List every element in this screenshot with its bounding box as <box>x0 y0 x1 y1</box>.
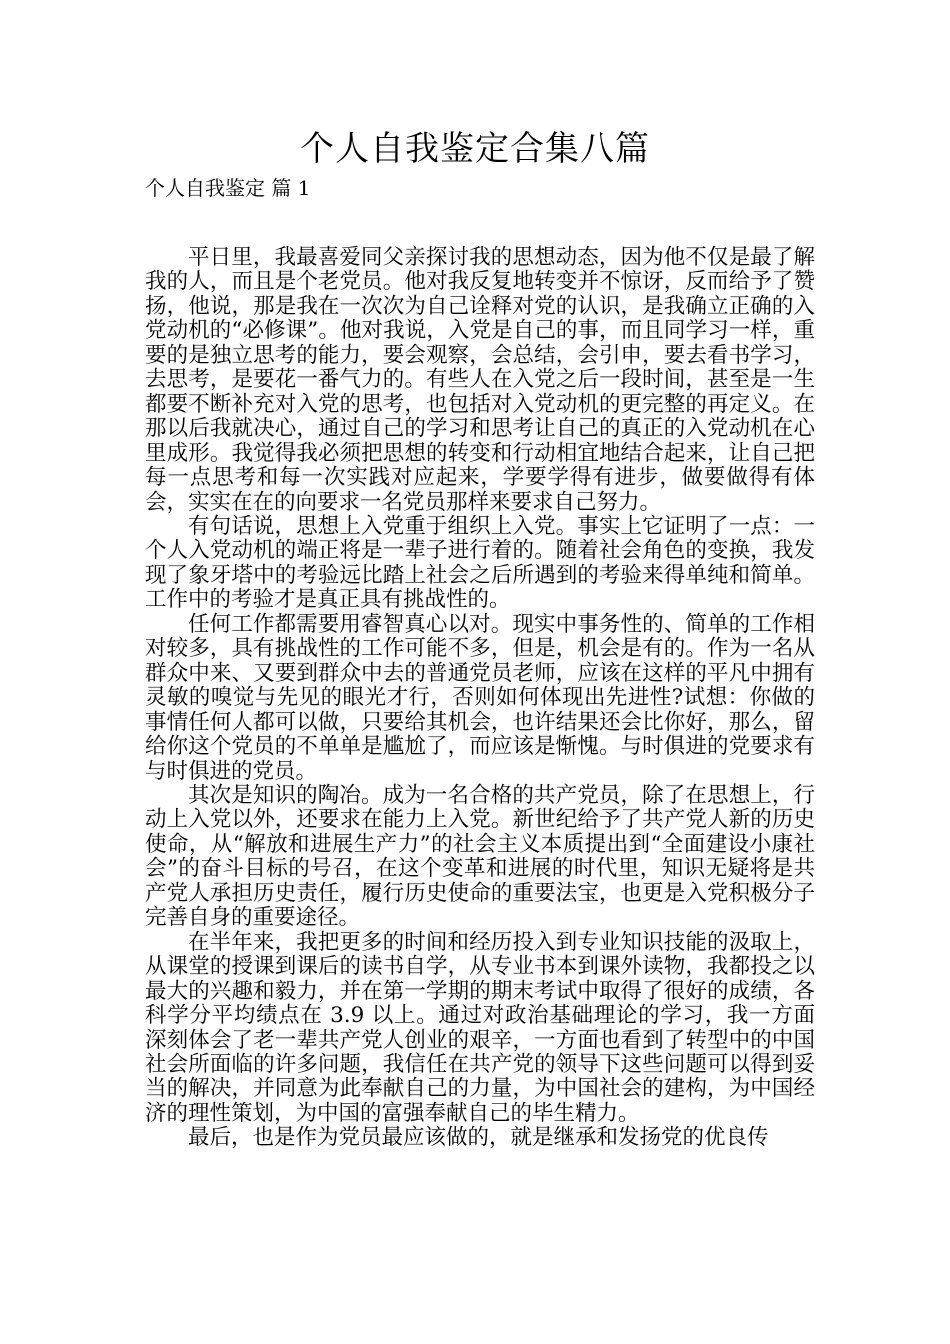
paragraph: 平日里，我最喜爱同父亲探讨我的思想动态，因为他不仅是最了解我的人，而且是个老党员。他对我反复地转变并不惊讶，反而给予了赞扬，他说，那是我在一次次为自己诠释对党的认识，是我确立正确的入党动机的“必修课”。他对我说，入党是自己的事，而且同学习一样，重要的是独立思考的能力，要会观察，会总结，会引申，要去看书学习，去思考，是要花一番气力的。有些人在入党之后一段时间，甚至是一生都要不断补充对入党的思考，也包括对入党动机的更完整的再定义。在那以后我就决心，通过自己的学习和思考让自己的真正的入党动机在心里成形。我觉得我必须把思想的转变和行动相宜地结合起来，让自己把每一点思考和每一次实践对应起来，学要学得有进步，做要做得有体会，实实在在的向要求一名党员那样来要求自己努力。 <box>145 245 815 515</box>
section-heading: 个人自我鉴定 篇 1 <box>145 176 311 200</box>
paragraph: 在半年来，我把更多的时间和经历投入到专业知识技能的汲取上，从课堂的授课到课后的读书自学，从专业书本到课外读物，我都投之以最大的兴趣和毅力，并在第一学期的期末考试中取得了很好的成绩，各科学分平均绩点在 3.9 以上。通过对政治基础理论的学习，我一方面深刻体会了老一辈共产党人创业的艰辛，一方面也看到了转型中的中国社会所面临的许多问题，我信任在共产党的领导下这些问题可以得到妥当的解决，并同意为此奉献自己的力量，为中国社会的建构，为中国经济的理性策划，为中国的富强奉献自己的毕生精力。 <box>145 929 815 1126</box>
paragraph: 任何工作都需要用睿智真心以对。现实中事务性的、简单的工作相对较多，具有挑战性的工作可能不多，但是，机会是有的。作为一名从群众中来、又要到群众中去的普通党员老师，应该在这样的平凡中拥有灵敏的嗅觉与先见的眼光才行，否则如何体现出先进性?试想：你做的事情任何人都可以做，只要给其机会，也许结果还会比你好，那么，留给你这个党员的不单单是尴尬了，而应该是惭愧。与时俱进的党要求有与时俱进的党员。 <box>145 611 815 784</box>
paragraph: 其次是知识的陶冶。成为一名合格的共产党员，除了在思想上，行动上入党以外，还要求在能力上入党。新世纪给予了共产党人新的历史使命，从“解放和进展生产力”的社会主义本质提出到“全面建设小康社会”的奋斗目标的号召，在这个变革和进展的时代里，知识无疑将是共产党人承担历史责任，履行历史使命的重要法宝，也更是入党积极分子完善自身的重要途径。 <box>145 782 815 931</box>
paragraph: 最后，也是作为党员最应该做的，就是继承和发扬党的优良传 <box>188 1125 769 1151</box>
document-body <box>145 246 815 1151</box>
paragraph: 有句话说，思想上入党重于组织上入党。事实上它证明了一点：一个人入党动机的端正将是一辈子进行着的。随着社会角色的变换，我发现了象牙塔中的考验远比踏上社会之后所遇到的考验来得单纯和简单。工作中的考验才是真正具有挑战性的。 <box>145 513 815 613</box>
document-title: 个人自我鉴定合集八篇 <box>300 129 650 169</box>
